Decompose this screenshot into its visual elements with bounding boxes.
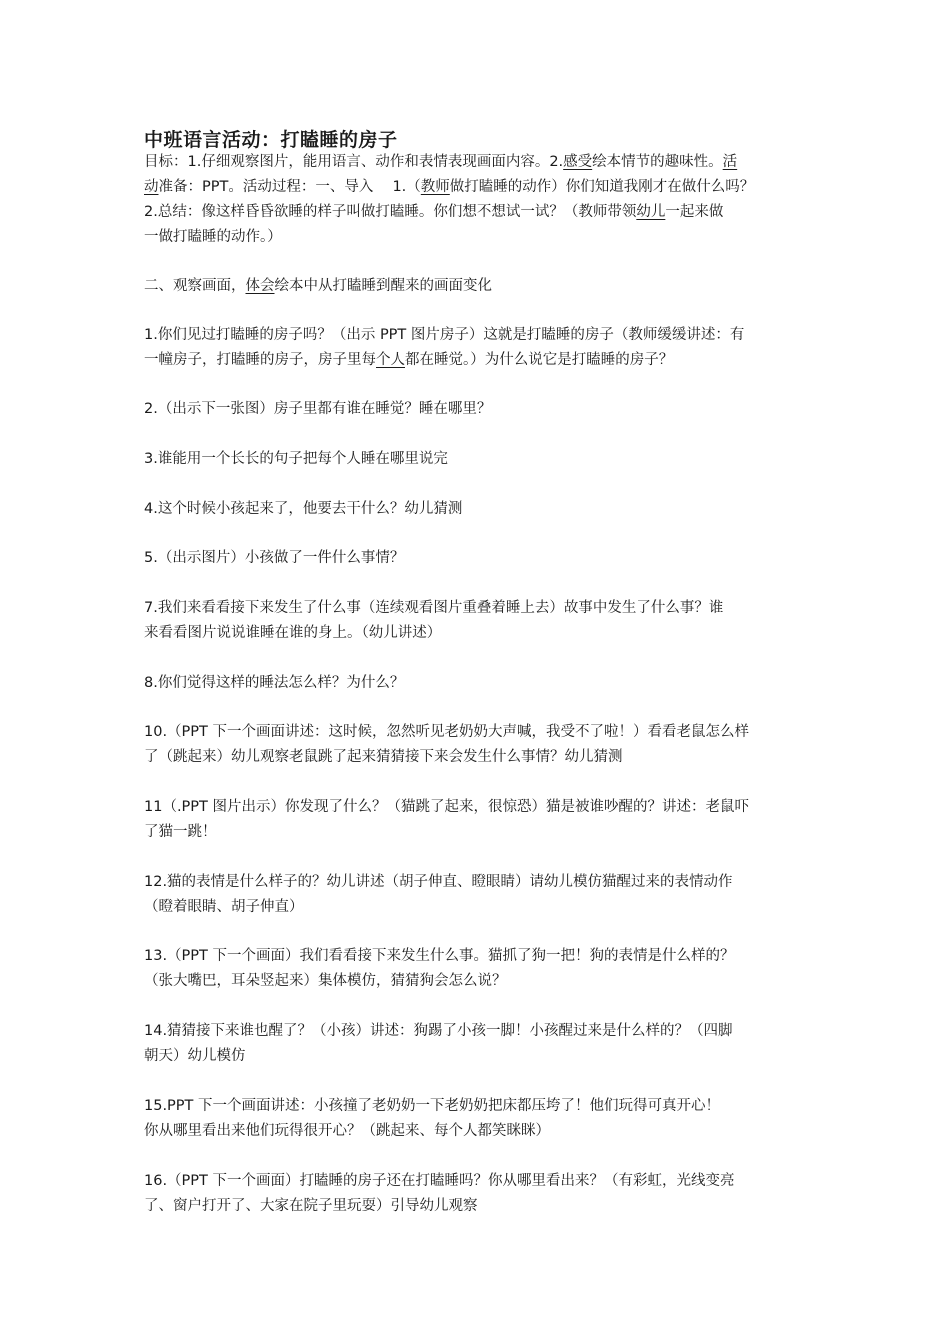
intro-text: 2.总结：像这样昏昏欲睡的样子叫做打瞌睡。你们想不想试一试？（教师带领	[144, 204, 637, 220]
step-10	[144, 720, 814, 770]
underlined-term: 个人	[376, 352, 405, 368]
intro-line-2	[144, 175, 814, 200]
step-line: 8.你们觉得这样的睡法怎么样？为什么？	[144, 675, 405, 691]
step-16	[144, 1169, 814, 1219]
intro-text: 一起来做	[665, 204, 724, 220]
step-line: 16.（PPT 下一个画面）打瞌睡的房子还在打瞌睡吗？你从哪里看出来？（有彩虹，光线变亮	[144, 1173, 735, 1189]
step-line: 5.（出示图片）小孩做了一件什么事情？	[144, 550, 405, 566]
step-line: 12.猫的表情是什么样子的？幼儿讲述（胡子伸直、瞪眼睛）请幼儿模仿猫醒过来的表情动作	[144, 874, 733, 890]
underlined-term: 感受	[563, 154, 593, 170]
underlined-term: 动	[144, 179, 159, 195]
section-text: 绘本中从打瞌睡到醒来的画面变化	[274, 278, 492, 294]
step-line: 3.谁能用一个长长的句子把每个人睡在哪里说完	[144, 451, 448, 467]
step-line	[144, 348, 814, 373]
step-line: 了、窗户打开了、大家在院子里玩耍）引导幼儿观察	[144, 1198, 478, 1214]
step-15	[144, 1094, 814, 1144]
step-5	[144, 546, 814, 571]
step-12	[144, 870, 814, 920]
step-1	[144, 323, 814, 373]
section-heading	[144, 274, 814, 299]
intro-paragraph	[144, 150, 814, 250]
step-line: 10.（PPT 下一个画面讲述：这时候，忽然听见老奶奶大声喊，我受不了啦！）看看老鼠怎么样	[144, 724, 750, 740]
step-line: 朝天）幼儿模仿	[144, 1048, 246, 1064]
intro-line-3	[144, 200, 814, 225]
intro-line-4: 一做打瞌睡的动作。）	[144, 229, 282, 245]
underlined-term: 幼儿	[636, 204, 666, 220]
step-line: 14.猜猜接下来谁也醒了？（小孩）讲述：狗踢了小孩一脚！小孩醒过来是什么样的？（四脚	[144, 1023, 733, 1039]
step-text: 一幢房子，打瞌睡的房子，房子里每	[144, 352, 376, 368]
step-line: 了（跳起来）幼儿观察老鼠跳了起来猜猜接下来会发生什么事情？幼儿猜测	[144, 749, 623, 765]
step-line: 2.（出示下一张图）房子里都有谁在睡觉？睡在哪里？	[144, 401, 492, 417]
step-line: （瞪着眼睛、胡子伸直）	[144, 899, 304, 915]
step-line: 7.我们来看看接下来发生了什么事（连续观看图片重叠着睡上去）故事中发生了什么事？谁	[144, 600, 724, 616]
step-text: 都在睡觉。）为什么说它是打瞌睡的房子？	[405, 352, 674, 368]
step-3	[144, 447, 814, 472]
step-line: 了猫一跳！	[144, 824, 217, 840]
step-8	[144, 671, 814, 696]
step-2	[144, 397, 814, 422]
document-title: 中班语言活动：打瞌睡的房子	[144, 129, 398, 151]
intro-text: 目标：1.仔细观察图片，能用语言、动作和表情表现画面内容。2.	[144, 154, 564, 170]
step-line: （张大嘴巴，耳朵竖起来）集体模仿，猜猜狗会怎么说？	[144, 973, 507, 989]
step-line: 11（.PPT 图片出示）你发现了什么？（猫跳了起来，很惊恐）猫是被谁吵醒的？讲述：老鼠吓	[144, 799, 750, 815]
step-line: 4.这个时候小孩起来了，他要去干什么？幼儿猜测	[144, 501, 463, 517]
underlined-term: 体会	[245, 278, 275, 294]
step-11	[144, 795, 814, 845]
step-7	[144, 596, 814, 646]
step-line: 1.你们见过打瞌睡的房子吗？（出示 PPT 图片房子）这就是打瞌睡的房子（教师缓缓讲述：有	[144, 327, 745, 343]
step-line: 来看看图片说说谁睡在谁的身上。（幼儿讲述）	[144, 625, 442, 641]
intro-text: 绘本情节的趣味性。	[592, 154, 723, 170]
step-13	[144, 944, 814, 994]
step-line: 你从哪里看出来他们玩得很开心？（跳起来、每个人都笑眯眯）	[144, 1123, 550, 1139]
intro-line-1	[144, 150, 814, 175]
underlined-term: 活	[722, 154, 738, 170]
step-line: 13.（PPT 下一个画面）我们看看接下来发生什么事。猫抓了狗一把！狗的表情是什么样的？	[144, 948, 735, 964]
section-text: 二、观察画面，	[144, 278, 246, 294]
intro-text: 做打瞌睡的动作）你们知道我刚才在做什么吗？	[449, 179, 755, 195]
step-14	[144, 1019, 814, 1069]
step-4	[144, 497, 814, 522]
step-line: 15.PPT 下一个画面讲述：小孩撞了老奶奶一下老奶奶把床都压垮了！他们玩得可真开心！	[144, 1098, 721, 1114]
intro-text: 准备：PPT。活动过程：一、导入 1.（	[158, 179, 421, 195]
underlined-term: 教师	[420, 179, 450, 195]
